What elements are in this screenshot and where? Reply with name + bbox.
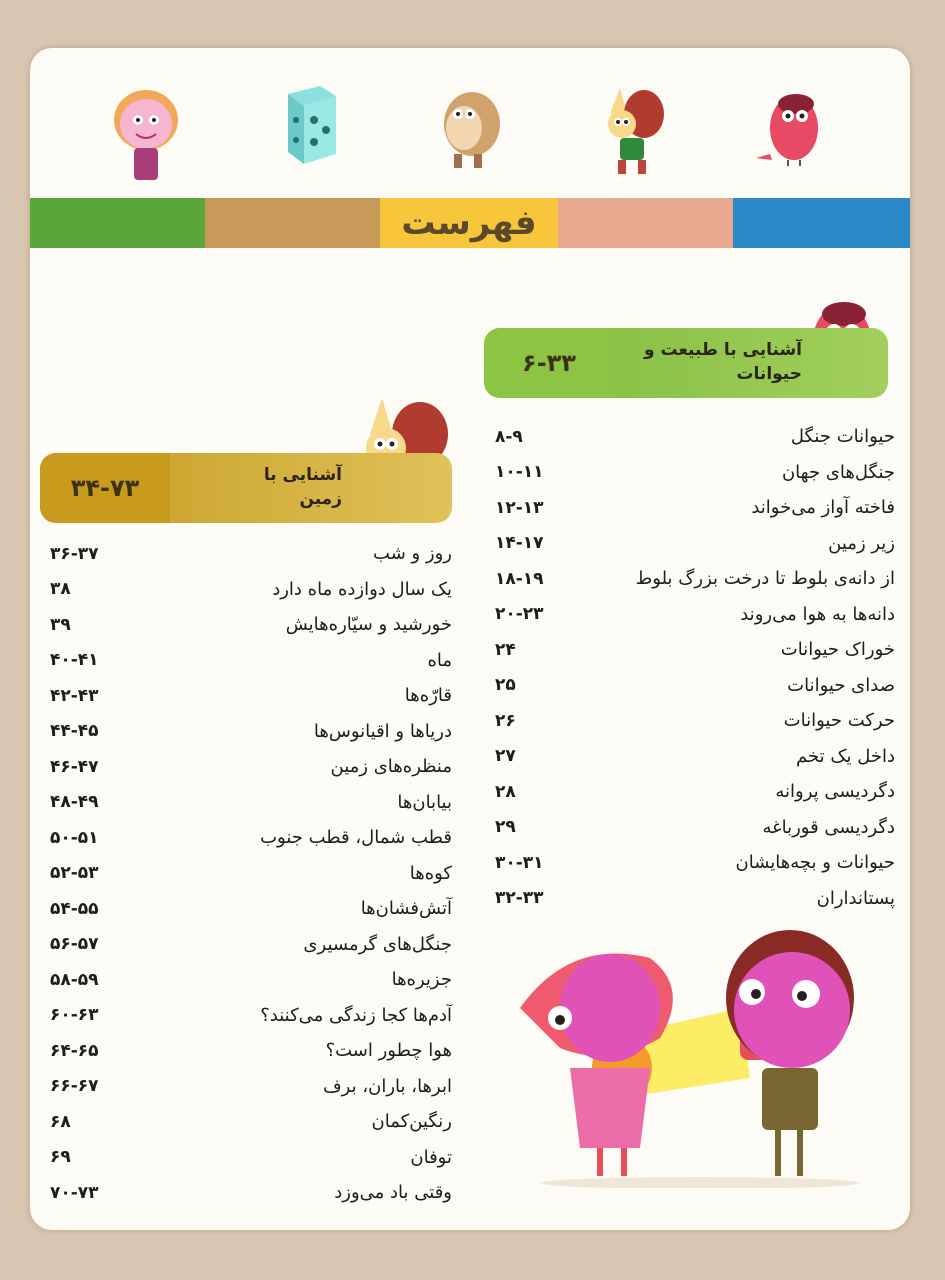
toc-entry-title: حیوانات و بچه‌هایشان: [735, 852, 895, 874]
toc-entry-title: داخل یک تخم: [796, 745, 895, 767]
toc-list-earth: [50, 536, 452, 1211]
toc-row[interactable]: [495, 739, 895, 775]
toc-entry-pages: ۶۰-۶۳: [50, 1005, 99, 1026]
toc-entry-pages: ۱۰-۱۱: [495, 462, 544, 483]
toc-entry-title: بیابان‌ها: [397, 791, 452, 813]
toc-entry-pages: ۶۹: [50, 1147, 71, 1168]
toc-entry-pages: ۵۰-۵۱: [50, 827, 99, 848]
section-range-nature: ۶-۳۳: [484, 328, 614, 398]
toc-row[interactable]: [50, 1140, 452, 1176]
toc-row[interactable]: [495, 668, 895, 704]
toc-entry-title: دانه‌ها به هوا می‌روند: [740, 603, 895, 625]
toc-row[interactable]: [495, 490, 895, 526]
toc-entry-pages: ۵۶-۵۷: [50, 934, 99, 955]
toc-row[interactable]: [495, 526, 895, 562]
toc-row[interactable]: [495, 881, 895, 917]
gnome-character-icon: [598, 86, 670, 178]
toc-entry-title: زیر زمین: [828, 532, 895, 554]
toc-entry-title: کوه‌ها: [409, 862, 452, 884]
toc-row[interactable]: [50, 856, 452, 892]
toc-row[interactable]: [50, 891, 452, 927]
toc-entry-pages: ۶۴-۶۵: [50, 1040, 99, 1061]
toc-entry-title: از دانه‌ی بلوط تا درخت بزرگ بلوط: [635, 568, 895, 590]
section-header-nature: [484, 328, 888, 398]
toc-row[interactable]: [495, 774, 895, 810]
toc-entry-pages: ۳۸: [50, 579, 71, 600]
toc-entry-title: ماه: [427, 649, 452, 671]
toc-entry-pages: ۴۰-۴۱: [50, 650, 99, 671]
toc-entry-title: قطب شمال، قطب جنوب: [260, 827, 452, 849]
toc-row[interactable]: [495, 597, 895, 633]
stripe-pink: [558, 198, 733, 248]
toc-entry-title: جزیره‌ها: [391, 969, 452, 991]
toc-entry-pages: ۵۴-۵۵: [50, 898, 99, 919]
toc-entry-title: خورشید و سیّاره‌هایش: [285, 614, 452, 636]
toc-row[interactable]: [50, 536, 452, 572]
toc-entry-pages: ۲۸: [495, 781, 516, 802]
girl-character-icon: [110, 86, 182, 186]
toc-row[interactable]: [50, 643, 452, 679]
toc-entry-title: پستانداران: [816, 887, 895, 909]
toc-row[interactable]: [495, 419, 895, 455]
toc-row[interactable]: [50, 962, 452, 998]
toc-entry-title: ابرها، باران، برف: [323, 1075, 452, 1097]
toc-row[interactable]: [50, 572, 452, 608]
toc-row[interactable]: [50, 1104, 452, 1140]
toc-row[interactable]: [50, 820, 452, 856]
toc-entry-pages: ۲۶: [495, 710, 516, 731]
toc-row[interactable]: [50, 998, 452, 1034]
toc-entry-title: رنگین‌کمان: [371, 1111, 452, 1133]
stripe-blue: [733, 198, 910, 248]
toc-entry-pages: ۱۴-۱۷: [495, 533, 544, 554]
toc-row[interactable]: [495, 561, 895, 597]
toc-page: [30, 48, 910, 1230]
toc-entry-pages: ۱۸-۱۹: [495, 568, 544, 589]
toc-entry-title: خوراک حیوانات: [780, 639, 895, 661]
kids-flashlight-illustration: [500, 928, 880, 1188]
toc-entry-pages: ۳۹: [50, 614, 71, 635]
toc-entry-pages: ۶۶-۶۷: [50, 1076, 99, 1097]
toc-entry-title: قارّه‌ها: [404, 685, 452, 707]
toc-entry-pages: ۴۸-۴۹: [50, 792, 99, 813]
toc-entry-title: یک سال دوازده ماه دارد: [272, 578, 452, 600]
toc-entry-title: جنگل‌های گرمسیری: [303, 933, 452, 955]
toc-entry-pages: ۲۹: [495, 817, 516, 838]
section-range-earth: ۳۴-۷۳: [40, 453, 170, 523]
toc-entry-title: دگردیسی قورباغه: [762, 816, 895, 838]
hedgehog-character-icon: [434, 78, 504, 173]
toc-entry-pages: ۴۴-۴۵: [50, 721, 99, 742]
toc-entry-title: فاخته آواز می‌خواند: [751, 497, 895, 519]
toc-entry-pages: ۱۲-۱۳: [495, 497, 544, 518]
toc-row[interactable]: [50, 785, 452, 821]
toc-entry-pages: ۴۶-۴۷: [50, 756, 99, 777]
bird-character-icon: [752, 86, 822, 168]
toc-row[interactable]: [50, 607, 452, 643]
toc-entry-title: آتش‌فشان‌ها: [360, 898, 452, 920]
toc-row[interactable]: [50, 749, 452, 785]
toc-row[interactable]: [495, 703, 895, 739]
toc-list-nature: [495, 419, 895, 916]
toc-entry-pages: ۲۴: [495, 639, 516, 660]
toc-entry-pages: ۳۲-۳۳: [495, 888, 544, 909]
toc-row[interactable]: [50, 678, 452, 714]
toc-row[interactable]: [50, 927, 452, 963]
toc-entry-title: حیوانات جنگل: [790, 426, 895, 448]
toc-entry-pages: ۵۸-۵۹: [50, 969, 99, 990]
toc-row[interactable]: [50, 1033, 452, 1069]
toc-entry-pages: ۸-۹: [495, 426, 523, 447]
toc-entry-pages: ۲۰-۲۳: [495, 604, 544, 625]
toc-entry-pages: ۳۰-۳۱: [495, 852, 544, 873]
stripe-tan: [205, 198, 380, 248]
page-title: فهرست: [380, 198, 558, 248]
toc-entry-title: جنگل‌های جهان: [781, 461, 895, 483]
toc-entry-pages: ۷۰-۷۳: [50, 1182, 99, 1203]
toc-entry-pages: ۶۸: [50, 1111, 71, 1132]
toc-row[interactable]: [50, 714, 452, 750]
toc-row[interactable]: [50, 1175, 452, 1211]
toc-entry-title: توفان: [410, 1146, 452, 1168]
dice-character-icon: [280, 80, 342, 170]
section-header-earth: [40, 453, 452, 523]
toc-entry-pages: ۵۲-۵۳: [50, 863, 99, 884]
section-title-nature: آشنایی با طبیعت و حیوانات: [643, 340, 802, 384]
toc-entry-title: دریاها و اقیانوس‌ها: [313, 720, 452, 742]
stripe-green: [30, 198, 205, 248]
toc-entry-title: منظره‌های زمین: [330, 756, 452, 778]
toc-entry-title: صدای حیوانات: [787, 674, 895, 696]
toc-entry-title: دگردیسی پروانه: [775, 781, 895, 803]
toc-entry-title: آدم‌ها کجا زندگی می‌کنند؟: [260, 1004, 452, 1026]
toc-entry-pages: ۲۵: [495, 675, 516, 696]
section-title-earth: آشنایی با زمین: [263, 465, 342, 509]
toc-row[interactable]: [495, 632, 895, 668]
toc-entry-pages: ۴۲-۴۳: [50, 685, 99, 706]
toc-row[interactable]: [495, 845, 895, 881]
toc-row[interactable]: [50, 1069, 452, 1105]
toc-row[interactable]: [495, 810, 895, 846]
toc-row[interactable]: [495, 455, 895, 491]
toc-entry-title: هوا چطور است؟: [325, 1040, 452, 1062]
toc-entry-pages: ۳۶-۳۷: [50, 543, 99, 564]
toc-entry-title: حرکت حیوانات: [783, 710, 895, 732]
toc-entry-title: روز و شب: [373, 543, 452, 565]
toc-entry-pages: ۲۷: [495, 746, 516, 767]
toc-entry-title: وقتی باد می‌وزد: [334, 1182, 452, 1204]
